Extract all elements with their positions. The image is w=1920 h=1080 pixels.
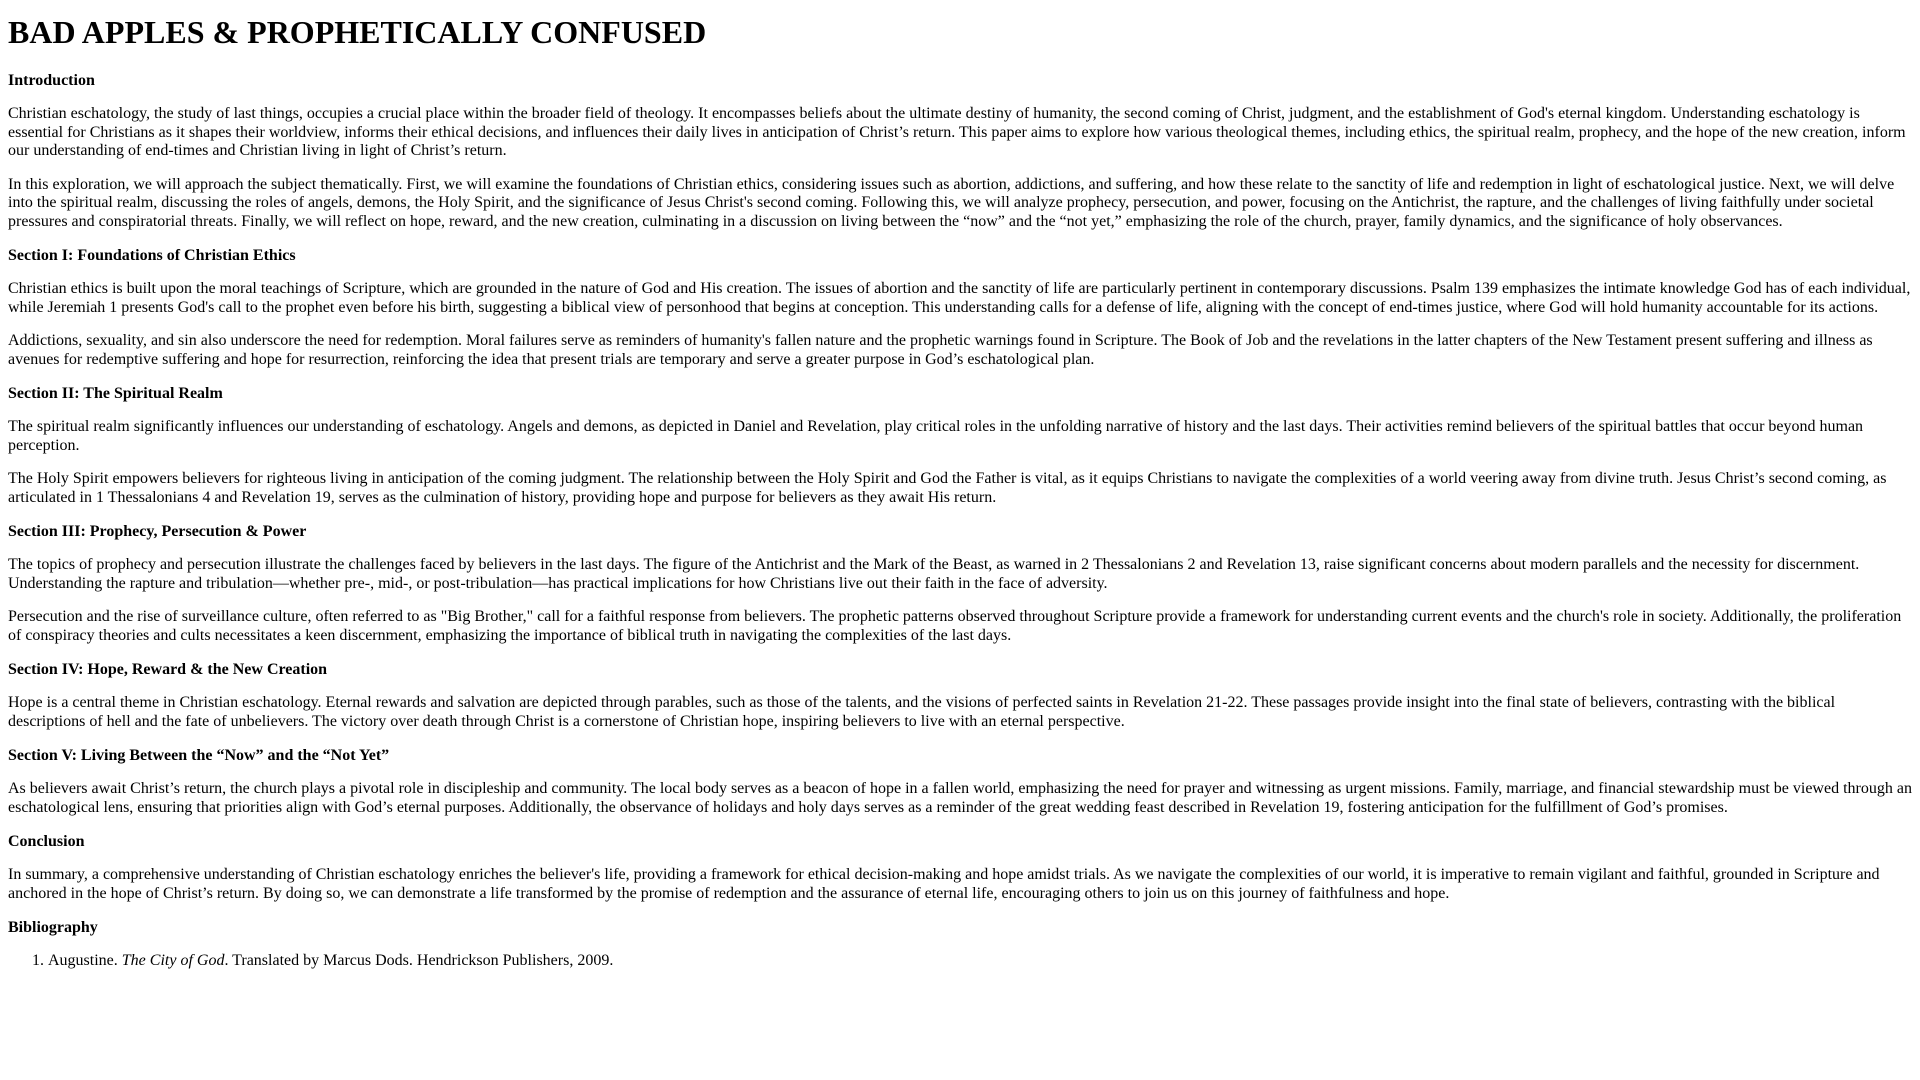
section-heading: Section III: Prophecy, Persecution & Power [8, 523, 307, 540]
bibliography-details: . Translated by Marcus Dods. Hendrickson Publishers, 2009. [224, 952, 614, 969]
paragraph: Christian eschatology, the study of last things, occupies a crucial place within the broader field of theology. It encompasses beliefs about the ultimate destiny of humanity, the second coming of Christ, judgment, and the establishment of God's eternal kingdom. Understanding eschatology is essential for Christians as it shapes their worldview, informs their ethical decisions, and influences their daily lives in anticipation of Christ’s return. This paper aims to explore how various theological themes, including ethics, the spiritual realm, prophecy, and the hope of the new creation, inform our understanding of end-times and Christian living in light of Christ’s return. [8, 105, 1906, 159]
section-introduction [8, 71, 1912, 231]
section-5 [8, 746, 1912, 817]
paragraph: The topics of prophecy and persecution illustrate the challenges faced by believers in the last days. The figure of the Antichrist and the Mark of the Beast, as warned in 2 Thessalonians 2 and Revelation 13, raise significant concerns about modern parallels and the necessity for discernment. Understanding the rapture and tribulation—whether pre-, mid-, or post-tribulation—has practical implications for how Christians live out their faith in the face of adversity. [8, 556, 1860, 592]
bibliography-list [8, 952, 1912, 971]
section-heading: Conclusion [8, 833, 85, 850]
paragraph: Persecution and the rise of surveillance culture, often referred to as "Big Brother," call for a faithful response from believers. The prophetic patterns observed throughout Scripture provide a framework for understanding current events and the church's role in society. Additionally, the proliferation of conspiracy theories and cults necessitates a keen discernment, emphasizing the importance of biblical truth in navigating the complexities of the last days. [8, 608, 1902, 644]
section-bibliography [8, 918, 1912, 971]
paragraph: In summary, a comprehensive understanding of Christian eschatology enriches the believer's life, providing a framework for ethical decision-making and hope amidst trials. As we navigate the complexities of our world, it is imperative to remain vigilant and faithful, grounded in Scripture and anchored in the hope of Christ’s return. By doing so, we can demonstrate a life transformed by the promise of redemption and the assurance of eternal life, encouraging others to join us on this journey of faithfulness and hope. [8, 866, 1880, 902]
section-1 [8, 246, 1912, 369]
section-4 [8, 660, 1912, 731]
paragraph: Addictions, sexuality, and sin also underscore the need for redemption. Moral failures serve as reminders of humanity's fallen nature and the prophetic warnings found in Scripture. The Book of Job and the revelations in the latter chapters of the New Testament present suffering and illness as avenues for redemptive suffering and hope for resurrection, reinforcing the idea that present trials are temporary and serve a greater purpose in God’s eschatological plan. [8, 332, 1873, 368]
paragraph: As believers await Christ’s return, the church plays a pivotal role in discipleship and community. The local body serves as a beacon of hope in a fallen world, emphasizing the need for prayer and witnessing as urgent missions. Family, marriage, and financial stewardship must be viewed through an eschatological lens, ensuring that priorities align with God’s eternal purposes. Additionally, the observance of holidays and holy days serves as a reminder of the great wedding feast described in Revelation 19, fostering anticipation for the fulfillment of God’s promises. [8, 780, 1912, 816]
paragraph: The spiritual realm significantly influences our understanding of eschatology. Angels and demons, as depicted in Daniel and Revelation, play critical roles in the unfolding narrative of history and the last days. Their activities remind believers of the spiritual battles that occur beyond human perception. [8, 418, 1864, 454]
section-heading: Section V: Living Between the “Now” and the “Not Yet” [8, 747, 390, 764]
page-title: BAD APPLES & PROPHETICALLY CONFUSED [8, 14, 707, 50]
bibliography-author: Augustine. [48, 952, 118, 969]
section-heading: Section II: The Spiritual Realm [8, 385, 223, 402]
paragraph: Christian ethics is built upon the moral teachings of Scripture, which are grounded in the nature of God and His creation. The issues of abortion and the sanctity of life are particularly pertinent in contemporary discussions. Psalm 139 emphasizes the intimate knowledge God has of each individual, while Jeremiah 1 presents God's call to the prophet even before his birth, suggesting a biblical view of personhood that begins at conception. This understanding calls for a defense of life, aligning with the concept of end-times justice, where God will hold humanity accountable for its actions. [8, 280, 1911, 316]
section-3 [8, 522, 1912, 645]
section-heading: Bibliography [8, 919, 98, 936]
section-conclusion [8, 832, 1912, 903]
section-heading: Section I: Foundations of Christian Ethics [8, 247, 296, 264]
section-2 [8, 384, 1912, 507]
section-heading: Section IV: Hope, Reward & the New Creation [8, 661, 328, 678]
bibliography-work-title: The City of God [121, 952, 225, 969]
bibliography-entry [48, 952, 1912, 971]
paragraph: The Holy Spirit empowers believers for righteous living in anticipation of the coming judgment. The relationship between the Holy Spirit and God the Father is vital, as it equips Christians to navigate the complexities of a world veering away from divine truth. Jesus Christ’s second coming, as articulated in 1 Thessalonians 4 and Revelation 19, serves as the culmination of history, providing hope and purpose for believers as they await His return. [8, 470, 1887, 506]
paragraph: In this exploration, we will approach the subject thematically. First, we will examine the foundations of Christian ethics, considering issues such as abortion, addictions, and suffering, and how these relate to the sanctity of life and redemption in light of eschatological justice. Next, we will delve into the spiritual realm, discussing the roles of angels, demons, the Holy Spirit, and the significance of Jesus Christ's second coming. Following this, we will analyze prophecy, persecution, and power, focusing on the Antichrist, the rapture, and the challenges of living faithfully under societal pressures and conspiratorial threats. Finally, we will reflect on hope, reward, and the new creation, culminating in a discussion on living between the “now” and the “not yet,” emphasizing the role of the church, prayer, family dynamics, and the significance of holy observances. [8, 175, 1895, 230]
paragraph: Hope is a central theme in Christian eschatology. Eternal rewards and salvation are depicted through parables, such as those of the talents, and the visions of perfected saints in Revelation 21-22. These passages provide insight into the final state of believers, contrasting with the biblical descriptions of hell and the fate of unbelievers. The victory over death through Christ is a cornerstone of Christian hope, inspiring believers to live with an eternal perspective. [8, 694, 1836, 730]
section-heading: Introduction [8, 72, 95, 89]
